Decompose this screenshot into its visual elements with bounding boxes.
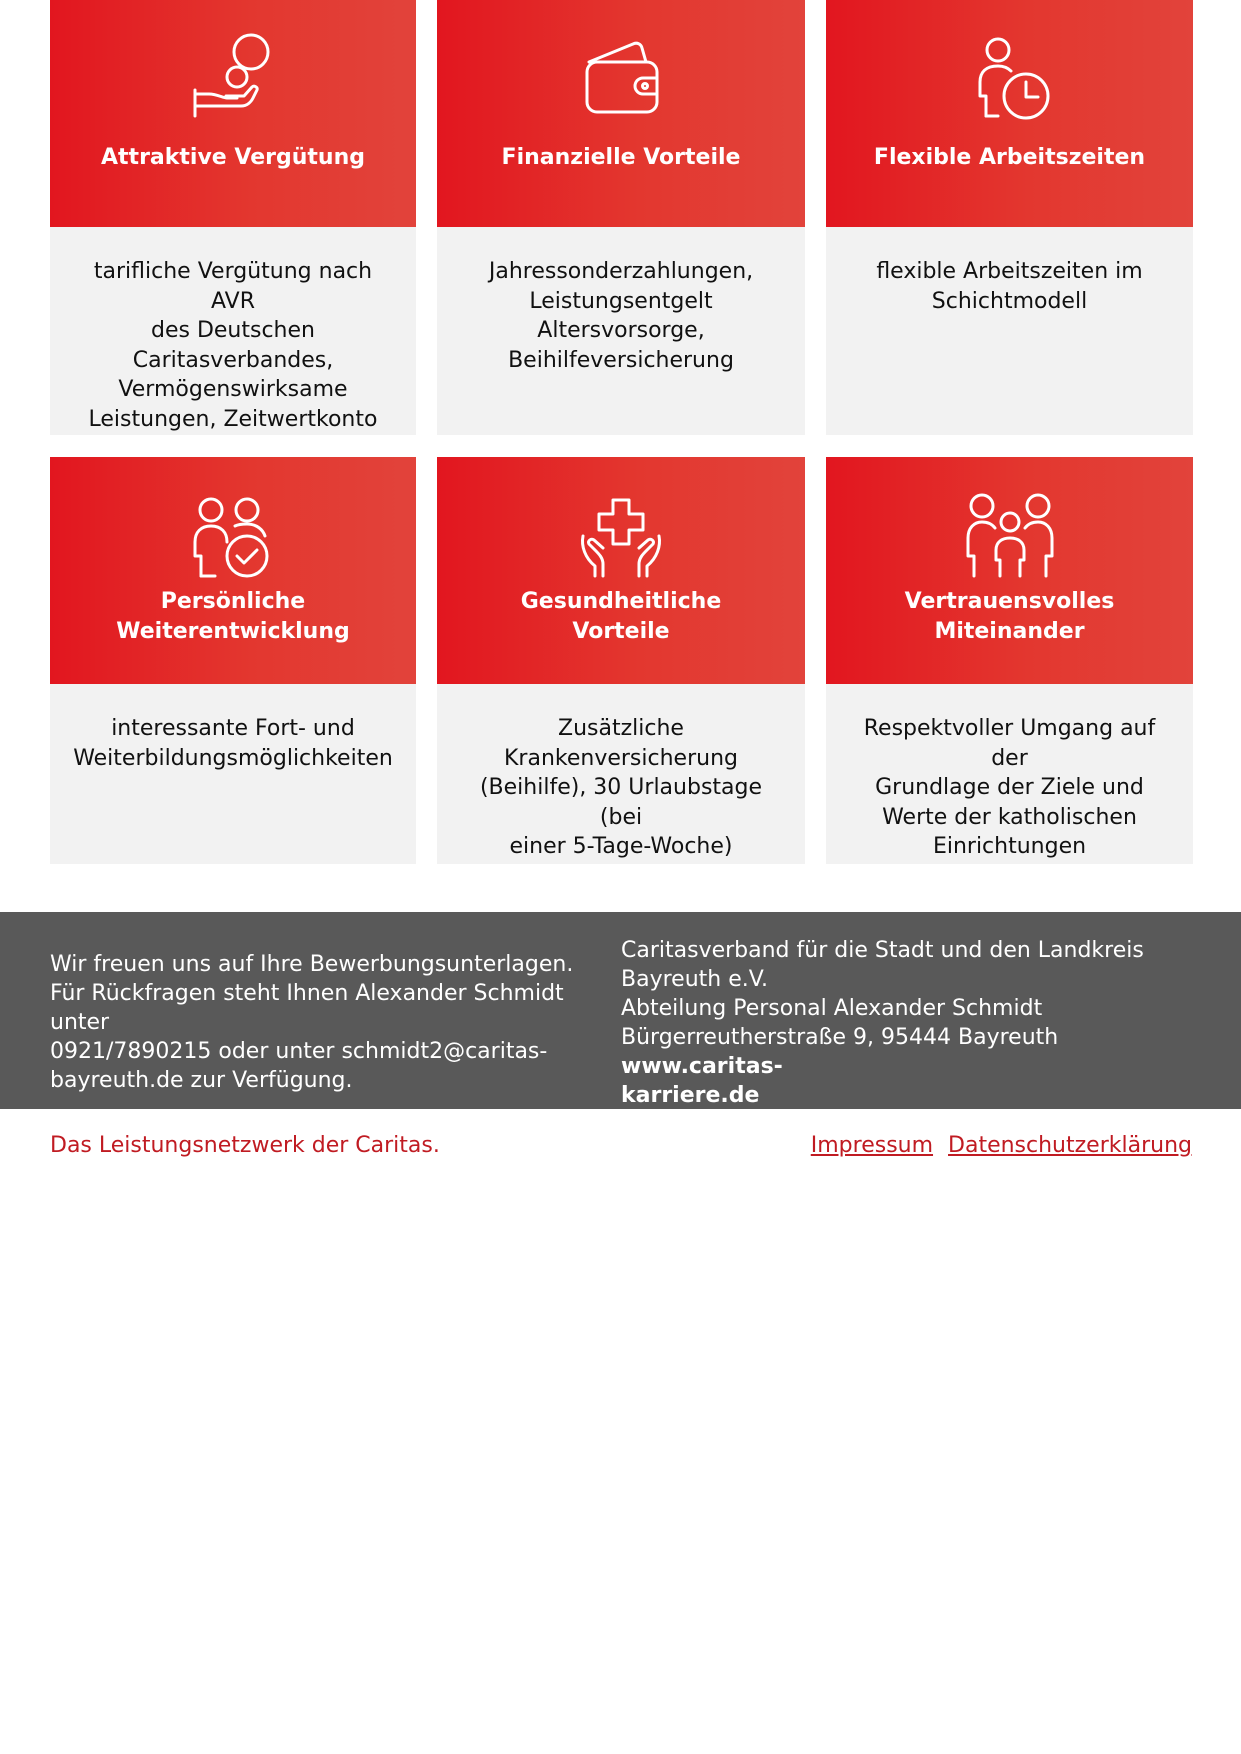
card-header-verguetung xyxy=(50,0,416,227)
card-title xyxy=(447,587,795,647)
street-address: Bürgerreutherstraße 9, 95444 Bayreuth xyxy=(621,1025,1059,1050)
datenschutz-link[interactable]: Datenschutzerklärung xyxy=(948,1133,1192,1158)
text-line: einer 5-Tage-Woche) xyxy=(509,834,733,859)
text-line: Werte der katholischen xyxy=(882,804,1137,830)
text-line: Zusätzliche xyxy=(558,716,684,741)
card-header-weiterentwicklung xyxy=(50,457,416,684)
title-line: Vorteile xyxy=(572,619,670,644)
card-title xyxy=(836,587,1183,647)
text-line: Wir freuen uns auf Ihre Bewerbungsunterlagen. xyxy=(50,952,574,977)
card-body-arbeitszeiten xyxy=(826,227,1193,435)
address-line xyxy=(621,1023,1201,1081)
text-line: Bayreuth e.V. xyxy=(621,967,768,992)
card-title xyxy=(60,587,406,647)
text-line: Schichtmodell xyxy=(931,288,1088,314)
contact-address xyxy=(621,936,1201,1110)
text-line: Caritasverband für die Stadt und den Landkreis xyxy=(621,938,1144,963)
text-line: Einrichtungen xyxy=(932,834,1087,859)
text-line: interessante Fort- und xyxy=(111,716,355,741)
title-line: Miteinander xyxy=(934,619,1085,644)
card-title: Finanzielle Vorteile xyxy=(501,145,741,170)
card-header-arbeitszeiten xyxy=(826,0,1193,227)
title-line: Vertrauensvolles xyxy=(904,589,1115,614)
text-line: flexible Arbeitszeiten im xyxy=(876,259,1143,284)
text-line: Für Rückfragen steht Ihnen Alexander Schmidt unter xyxy=(50,981,564,1035)
footer-tagline: Das Leistungsnetzwerk der Caritas. xyxy=(50,1133,440,1158)
hand-coin-icon xyxy=(185,32,281,128)
text-line: Caritasverbandes, xyxy=(132,347,334,373)
text-line: Leistungen, Zeitwertkonto xyxy=(88,406,378,432)
card-header-miteinander xyxy=(826,457,1193,684)
card-body-verguetung xyxy=(50,227,416,435)
contact-section xyxy=(0,912,1241,1109)
card-body-miteinander xyxy=(826,684,1193,864)
text-line: Jahressonderzahlungen, xyxy=(488,259,754,284)
title-line: Weiterentwicklung xyxy=(116,619,350,644)
person-clock-icon xyxy=(962,32,1058,128)
text-line: Beihilfeversicherung xyxy=(508,347,734,373)
family-icon xyxy=(962,492,1058,588)
card-body-finanziell xyxy=(437,227,805,435)
text-line: Respektvoller Umgang auf der xyxy=(863,716,1156,771)
card-body-weiterentwicklung xyxy=(50,684,416,864)
wallet-icon xyxy=(573,32,669,128)
card-title: Attraktive Vergütung xyxy=(101,145,365,170)
card-header-gesundheit xyxy=(437,457,805,684)
text-line: Grundlage der Ziele und xyxy=(875,775,1144,800)
text-line: 0921/7890215 oder unter schmidt2@caritas- xyxy=(50,1039,548,1064)
impressum-link[interactable]: Impressum xyxy=(810,1133,934,1158)
website-link[interactable]: karriere.de xyxy=(621,1083,760,1108)
text-line: Leistungsentgelt xyxy=(529,288,713,314)
text-line: bayreuth.de zur Verfügung. xyxy=(50,1068,353,1093)
card-title: Flexible Arbeitszeiten xyxy=(873,145,1146,170)
hands-cross-icon xyxy=(573,492,669,588)
title-line: Gesundheitliche xyxy=(520,589,722,614)
text-line: Altersvorsorge, xyxy=(537,318,705,343)
people-check-icon xyxy=(185,492,281,588)
title-line: Persönliche xyxy=(160,589,306,614)
text-line: Krankenversicherung xyxy=(504,745,738,771)
text-line: des Deutschen xyxy=(151,318,315,343)
text-line: (Beihilfe), 30 Urlaubstage (bei xyxy=(479,775,763,830)
text-line: Abteilung Personal Alexander Schmidt xyxy=(621,996,1043,1021)
card-header-finanziell xyxy=(437,0,805,227)
text-line: tarifliche Vergütung nach AVR xyxy=(93,259,373,314)
card-body-gesundheit xyxy=(437,684,805,864)
footer-links xyxy=(803,1133,1192,1158)
contact-invitation xyxy=(50,950,610,1095)
text-line: Weiterbildungsmöglichkeiten xyxy=(73,745,393,771)
text-line: Vermögenswirksame xyxy=(118,377,348,402)
website-link[interactable]: www.caritas- xyxy=(621,1054,783,1079)
